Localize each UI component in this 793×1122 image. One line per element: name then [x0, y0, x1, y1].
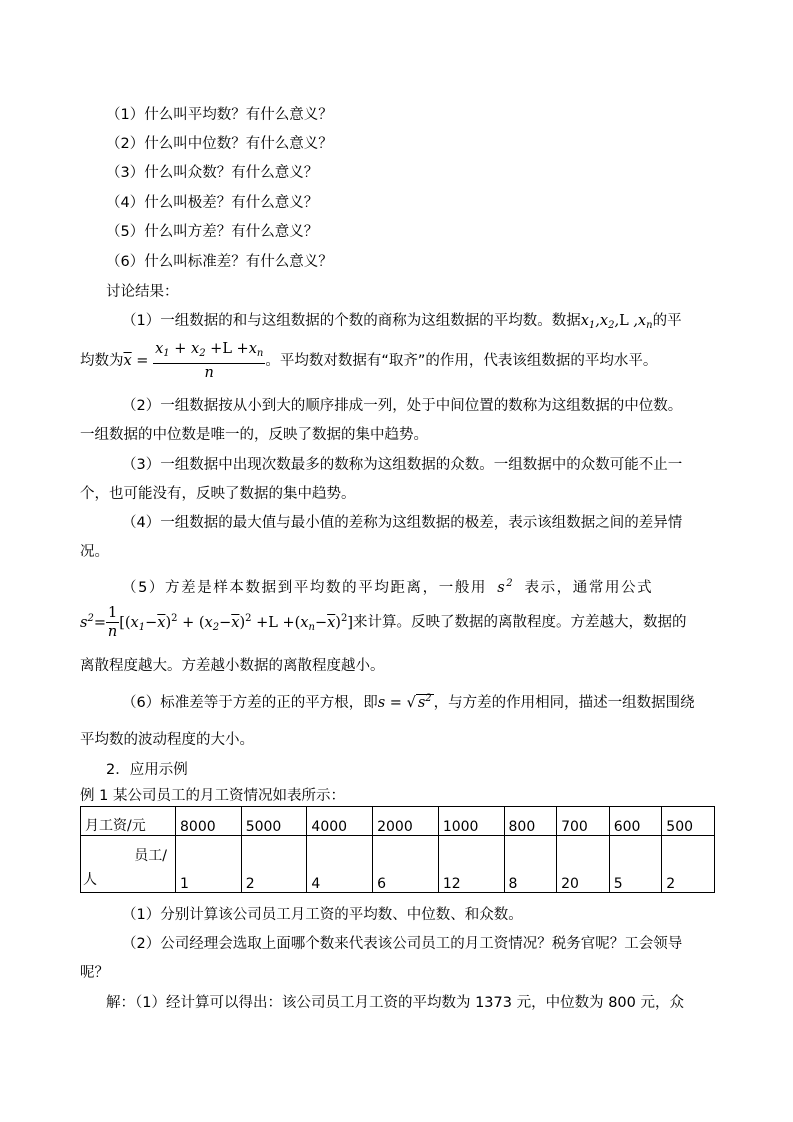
std-line1 — [122, 689, 695, 713]
table-header-cell: 月工资/元 — [81, 807, 176, 836]
mean-text-c: 均数为 — [80, 353, 124, 369]
task-2-line2: 呢？ — [80, 965, 109, 981]
header-text-line2: 人 — [83, 872, 97, 888]
mean-text-a: （1）一组数据的和与这组数据的个数的商称为这组数据的平均数。数据 — [122, 313, 581, 329]
wage-table — [80, 806, 715, 893]
task-2-line1: （2）公司经理会选取上面哪个数来代表该公司员工的月工资情况？税务官呢？工会领导 — [122, 936, 683, 952]
mode-line1: （3）一组数据中出现次数最多的数称为这组数据的众数。一组数据中的众数可能不止一 — [122, 457, 683, 473]
count-cell: 20 — [557, 836, 610, 893]
table-row — [81, 836, 715, 893]
wage-cell: 4000 — [307, 807, 373, 836]
section-heading: 2．应用示例 — [106, 762, 188, 778]
count-cell: 6 — [373, 836, 439, 893]
mode-line2: 个，也可能没有，反映了数据的集中趋势。 — [80, 486, 356, 502]
wage-cell: 5000 — [241, 807, 307, 836]
median-line1: （2）一组数据按从小到大的顺序排成一列，处于中间位置的数称为这组数据的中位数。 — [122, 398, 683, 414]
wage-cell: 8000 — [176, 807, 242, 836]
count-cell: 1 — [176, 836, 242, 893]
header-text-line1: 员工/ — [134, 848, 167, 864]
std-formula: s = √ $s^2$ — [377, 693, 432, 711]
mean-text-b: 的平 — [652, 313, 682, 329]
std-line2: 平均数的波动程度的大小。 — [80, 732, 254, 748]
wage-cell: 800 — [504, 807, 557, 836]
variance-line1 — [122, 574, 653, 598]
variance-text-c: 来计算。反映了数据的离散程度。方差越大，数据的 — [353, 614, 687, 631]
wage-cell: 1000 — [438, 807, 504, 836]
wage-cell: 700 — [557, 807, 610, 836]
question-6: （6）什么叫标准差？有什么意义？ — [106, 254, 333, 270]
question-1: （1）什么叫平均数？有什么意义？ — [106, 107, 333, 123]
variance-line2 — [80, 604, 687, 641]
count-cell: 4 — [307, 836, 373, 893]
wage-cell: 600 — [609, 807, 662, 836]
variance-text-a: （5）方差是样本数据到平均数的平均距离，一般用 — [122, 580, 488, 596]
std-text-a: （6）标准差等于方差的正的平方根，即 — [122, 695, 378, 711]
question-4: （4）什么叫极差？有什么意义？ — [106, 195, 319, 211]
wage-cell: 2000 — [373, 807, 439, 836]
variance-line3: 离散程度越大。方差越小数据的离散程度越小。 — [80, 658, 385, 674]
discussion-heading: 讨论结果： — [106, 284, 179, 300]
wage-cell: 500 — [662, 807, 715, 836]
range-line1: （4）一组数据的最大值与最小值的差称为这组数据的极差，表示该组数据之间的差异情 — [122, 515, 683, 531]
std-text-b: ，与方差的作用相同，描述一组数据围绕 — [433, 695, 695, 711]
example-heading: 例 1 某公司员工的月工资情况如表所示： — [80, 788, 345, 804]
mean-formula: $\overline{x}$ = $\frac{x_1 + x_2 +L +x_n}{n}$ — [123, 341, 264, 381]
data-list-formula: $x_1,x_2,L$ $,x_n$ — [580, 313, 653, 331]
count-cell: 2 — [241, 836, 307, 893]
question-2: （2）什么叫中位数？有什么意义？ — [106, 136, 333, 152]
variance-formula: $s^2=$ $\frac{1}{n}$ $[(x_1-\overline{x})^2 + (x_2-\overline{x})^2 +L +(x_n-\overline{x})^2]$ — [80, 605, 353, 640]
variance-symbol: $s^2$ — [487, 578, 515, 596]
count-cell: 8 — [504, 836, 557, 893]
mean-text-d: 。平均数对数据有“取齐”的作用，代表该组数据的平均水平。 — [265, 353, 658, 369]
question-3: （3）什么叫众数？有什么意义？ — [106, 165, 319, 181]
table-header-cell — [81, 836, 176, 893]
median-line2: 一组数据的中位数是唯一的，反映了数据的集中趋势。 — [80, 427, 428, 443]
solution-line: 解：（1）经计算可以得出：该公司员工月工资的平均数为 1373 元，中位数为 800 元，众 — [106, 995, 684, 1011]
table-row — [81, 807, 715, 836]
count-cell: 2 — [662, 836, 715, 893]
count-cell: 12 — [438, 836, 504, 893]
question-5: （5）什么叫方差？有什么意义？ — [106, 224, 319, 240]
count-cell: 5 — [609, 836, 662, 893]
mean-definition-line2 — [80, 340, 657, 382]
mean-definition-line1 — [122, 311, 682, 336]
variance-text-b: 表示，通常用公式 — [524, 580, 654, 596]
range-line2: 况。 — [80, 544, 109, 560]
task-1: （1）分别计算该公司员工月工资的平均数、中位数、和众数。 — [122, 907, 523, 923]
